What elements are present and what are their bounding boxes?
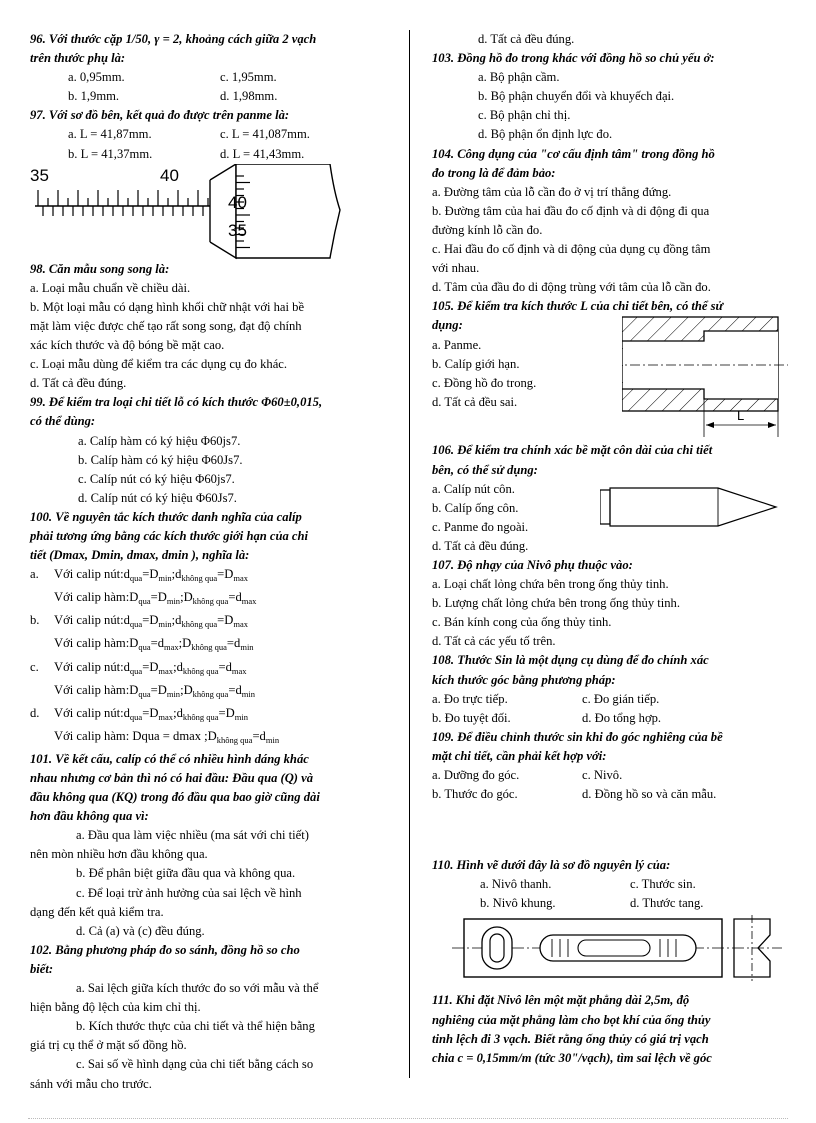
question-title: 102. Bằng phương pháp đo so sánh, đồng hồ so cho <box>30 942 300 957</box>
question-title: tinh lệch đi 3 vạch. Biết rằng ống thủy có giá trị vạch <box>432 1031 709 1046</box>
answer-b[interactable]: b. 1,9mm. <box>68 89 120 104</box>
question-title: nghiêng của mặt phẳng làm cho bọt khí của ống thủy <box>432 1012 711 1027</box>
answer-a[interactable]: a. Dưỡng đo góc. <box>432 768 520 782</box>
question-body <box>432 480 788 556</box>
answer-row <box>432 766 788 785</box>
caliper-plug-label: Với calip nút: <box>54 567 124 582</box>
answer-row <box>30 87 382 106</box>
question-98 <box>30 260 382 394</box>
answer-label: a. <box>30 567 39 582</box>
question-title: hơn đầu không qua vì: <box>30 809 149 824</box>
go-symbol: $d_{qua}$ <box>123 613 143 630</box>
answer-d[interactable]: d. Tất cả các yếu tố trên. <box>432 634 556 649</box>
question-title: 106. Để kiểm tra chính xác bề mặt côn dài của chi tiết <box>432 443 713 458</box>
answer-list <box>432 316 622 411</box>
left-column <box>30 30 382 1094</box>
caliper-snap-label: Với calip hàm: <box>54 636 130 651</box>
answer-c[interactable]: c. Loại mẫu dùng để kiểm tra các dụng cụ đo khác. <box>30 357 288 372</box>
question-100 <box>30 508 382 750</box>
question-title: đo trong là để đảm bảo: <box>432 165 556 180</box>
answer-c[interactable]: c. Thước sin. <box>630 877 696 892</box>
answer-c-cont: dạng đến kết quả kiểm tra. <box>30 904 164 919</box>
answer-b[interactable]: b. Kích thước thực của chi tiết và thể hiện bằng <box>76 1019 315 1034</box>
answer-label: d. <box>30 705 40 720</box>
question-title: đầu không qua (KQ) trong đó đầu qua bao giờ cũng dài <box>30 790 320 805</box>
equals: = <box>142 705 150 720</box>
question-108 <box>432 651 788 727</box>
limit-value: $d_{max}$ <box>157 636 179 653</box>
separator: ; <box>180 682 184 697</box>
answer-row <box>30 68 382 87</box>
separator: ; <box>171 567 176 582</box>
answer-row <box>432 709 788 728</box>
answer-b-cont: giá trị cụ thể ở mặt số đồng hồ. <box>30 1038 187 1053</box>
go-symbol: $d_{qua}$ <box>123 705 143 722</box>
nogo-symbol: $d_{không qua}$ <box>176 705 219 722</box>
answer-cont <box>30 681 382 704</box>
caliper-snap-label: Với calip hàm: <box>54 590 130 605</box>
answer-d[interactable]: d. Tất cả đều đúng. <box>30 376 127 391</box>
answer-c[interactable]: c. Nivô. <box>582 768 623 782</box>
answer-d[interactable]: d. Tất cả đều sai. <box>432 394 518 409</box>
answer-label <box>30 681 54 704</box>
equals: = <box>218 659 226 674</box>
dimension-label: L <box>737 408 745 424</box>
question-title: 101. Về kết cấu, calíp có thể có nhiều hình dáng khác <box>30 751 309 766</box>
answer-cont <box>30 727 382 750</box>
page-bottom-border <box>28 1118 788 1119</box>
separator: ; <box>173 659 177 674</box>
right-column <box>432 30 788 1068</box>
question-title: 110. Hình vẽ dưới đây là sơ đồ nguyên lý của: <box>432 858 671 873</box>
answer-b[interactable]: b. Calíp ống côn. <box>432 500 519 515</box>
go-symbol: $D_{qua}$ <box>129 682 151 699</box>
answer-row <box>432 875 788 894</box>
answer-label <box>30 634 54 657</box>
level-diagram-figure <box>432 915 788 981</box>
question-110 <box>432 856 788 981</box>
go-symbol: $d_{qua}$ <box>123 567 143 584</box>
answer-b[interactable]: b. Bộ phận chuyển đổi và khuyếch đại. <box>478 89 675 104</box>
limit-value: $D_{min}$ <box>157 682 181 699</box>
answer-d[interactable]: d. Tất cả đều đúng. <box>478 32 575 46</box>
answer-b[interactable]: b. Một loại mẫu có dạng hình khối chữ nhật với hai bề <box>30 299 305 314</box>
question-title: có thể dùng: <box>30 414 96 429</box>
answer-d[interactable]: d. Calíp nút có ký hiệu Φ60Js7. <box>78 490 237 505</box>
question-103 <box>432 49 788 144</box>
answer-c[interactable]: c. Calíp nút có ký hiệu Φ60js7. <box>78 471 235 486</box>
separator: ; <box>180 590 184 605</box>
separator: ; <box>173 705 177 720</box>
answer-a[interactable]: a. 0,95mm. <box>68 70 125 85</box>
answer-c[interactable]: c. Panme đo ngoài. <box>432 519 529 534</box>
question-title: kích thước góc bằng phương pháp: <box>432 672 616 687</box>
question-title: tiết (Dmax, Dmin, dmax, dmin ), nghĩa là: <box>30 548 250 563</box>
question-107 <box>432 556 788 651</box>
question-title: biết: <box>30 961 54 976</box>
limit-value: $D_{max}$ <box>149 705 174 722</box>
scale-label-40: 40 <box>160 165 179 185</box>
caliper-snap-label: Với calip hàm: Dqua = dmax ; <box>54 728 208 743</box>
answer-b[interactable]: b. L = 41,37mm. <box>68 146 153 161</box>
answer-d[interactable]: d. Tâm của đầu đo di động trùng với tâm của lỗ cần đo. <box>432 280 711 295</box>
question-title: 103. Đồng hồ đo trong khác với đồng hồ so chủ yếu ở: <box>432 51 715 66</box>
question-title: 104. Công dụng của "cơ cấu định tâm" trong đồng hồ <box>432 146 715 161</box>
limit-value: $d_{max}$ <box>235 590 257 607</box>
separator: ; <box>178 636 183 651</box>
limit-value: $D_{max}$ <box>224 567 248 584</box>
caliper-plug-label: Với calip nút: <box>54 705 124 720</box>
thimble-label-40: 40 <box>228 192 247 212</box>
equals: = <box>217 567 225 582</box>
answer-row <box>30 145 382 164</box>
limit-value: $d_{min}$ <box>234 636 254 653</box>
answer-a[interactable]: a. Nivô thanh. <box>480 877 552 892</box>
equals: = <box>218 705 226 720</box>
question-title: 105. Để kiểm tra kích thước L của chi tiết bên, có thể sử <box>432 299 724 314</box>
answer-b[interactable]: b. Để phân biệt giữa đầu qua và không qua. <box>76 866 296 881</box>
answer-a[interactable]: a. Panme. <box>432 337 482 352</box>
go-symbol: $d_{qua}$ <box>123 659 143 676</box>
answer-label <box>30 727 54 750</box>
answer-a[interactable]: a. Calíp nút côn. <box>432 481 515 496</box>
answer-cont <box>30 588 382 611</box>
nogo-symbol: $D_{không qua}$ <box>183 590 229 607</box>
answer-d[interactable]: d. Thước tang. <box>630 896 704 911</box>
answer-a[interactable]: a. Loại chất lỏng chứa bên trong ống thủy tinh. <box>432 577 669 592</box>
scale-label-35: 35 <box>30 165 49 185</box>
answer-c[interactable]: c. Đồng hồ đo trong. <box>432 375 537 390</box>
limit-value: $D_{max}$ <box>149 659 174 676</box>
limit-value: $D_{min}$ <box>225 705 248 722</box>
nogo-symbol: $D_{không qua}$ <box>182 636 227 653</box>
answer-c-cont: sánh với mẫu cho trước. <box>30 1076 152 1091</box>
micrometer-scale-figure <box>30 164 382 260</box>
go-symbol: $D_{qua}$ <box>129 590 151 607</box>
answer-a[interactable]: a. Calíp hàm có ký hiệu Φ60js7. <box>78 433 241 448</box>
answer-d[interactable]: d. Đồng hồ so và căn mẫu. <box>582 787 717 802</box>
question-111 <box>432 991 788 1067</box>
answer-row <box>432 894 788 913</box>
answer-a[interactable]: a. L = 41,87mm. <box>68 127 152 142</box>
nogo-symbol: $D_{không qua}$ <box>183 682 229 699</box>
equals: = <box>150 590 158 605</box>
go-symbol: $D_{qua}$ <box>129 636 151 653</box>
question-title: 108. Thước Sin là một dụng cụ dùng để đo chính xác <box>432 653 709 668</box>
thimble-label-35: 35 <box>228 220 247 240</box>
caliper-plug-label: Với calip nút: <box>54 659 124 674</box>
answer-row <box>432 785 788 804</box>
caliper-plug-label: Với calip nút: <box>54 613 124 628</box>
limit-value: $D_{min}$ <box>149 613 172 630</box>
taper-part-figure <box>600 482 780 532</box>
question-title: 98. Căn mẫu song song là: <box>30 261 170 276</box>
answer-b-cont: mặt làm việc được chế tạo rất song song, đạt độ chính <box>30 318 302 333</box>
equals: = <box>142 567 150 582</box>
question-101 <box>30 750 382 941</box>
answer-label: b. <box>30 613 40 628</box>
question-104 <box>432 145 788 298</box>
equals: = <box>228 590 236 605</box>
stepped-bore-figure <box>622 315 788 441</box>
answer-b[interactable]: b. Calíp giới hạn. <box>432 356 520 371</box>
equals: = <box>226 636 235 651</box>
caliper-snap-label: Với calip hàm: <box>54 682 130 697</box>
limit-value: $D_{max}$ <box>224 613 248 630</box>
limit-value: $d_{max}$ <box>225 659 247 676</box>
answer-d[interactable]: d. Bộ phận ổn định lực đo. <box>478 127 613 142</box>
question-109 <box>432 728 788 804</box>
answer-b[interactable]: b. Đo tuyệt đối. <box>432 710 511 725</box>
answer-list <box>432 480 600 556</box>
question-title: mặt chi tiết, cần phải kết hợp với: <box>432 748 607 763</box>
answer-b[interactable]: b. Nivô khung. <box>480 896 556 911</box>
answer-c-cont: với nhau. <box>432 261 480 276</box>
question-title: chia c = 0,15mm/m (tức 30"/vạch), tìm sai lệch về góc <box>432 1050 712 1065</box>
limit-value: $d_{min}$ <box>235 682 255 699</box>
answer-a[interactable]: a. Đầu qua làm việc nhiều (ma sát với chi tiết) <box>76 828 309 843</box>
question-title: 107. Độ nhạy của Nivô phụ thuộc vào: <box>432 557 633 572</box>
column-divider <box>409 30 410 1078</box>
answer-b[interactable]: b. Calíp hàm có ký hiệu Φ60Js7. <box>78 452 243 467</box>
equals: = <box>150 636 158 651</box>
question-99 <box>30 393 382 508</box>
answer-d[interactable] <box>30 704 382 727</box>
question-body <box>432 316 788 441</box>
answer-d[interactable]: d. Cả (a) và (c) đều đúng. <box>76 923 205 938</box>
answer-c[interactable]: c. 1,95mm. <box>220 70 277 85</box>
answer-c[interactable]: c. Để loại trừ ảnh hưởng của sai lệch về hình <box>76 885 302 900</box>
limit-value: $D_{min}$ <box>149 567 172 584</box>
answer-b[interactable] <box>30 611 382 634</box>
answer-a[interactable]: a. Đo trực tiếp. <box>432 691 508 706</box>
answer-d[interactable]: d. L = 41,43mm. <box>220 146 305 161</box>
question-102 <box>30 941 382 1094</box>
question-title: 109. Để điều chỉnh thước sin khi đo góc nghiêng của bề <box>432 729 723 744</box>
limit-value: $D_{min}$ <box>157 590 181 607</box>
nogo-symbol: $d_{không qua}$ <box>176 659 219 676</box>
equals: = <box>150 682 158 697</box>
answer-c[interactable] <box>30 658 382 681</box>
answer-list <box>30 565 382 750</box>
answer-c[interactable]: c. L = 41,087mm. <box>220 127 310 142</box>
question-title: dụng: <box>432 318 463 333</box>
question-96 <box>30 30 382 106</box>
question-title: phải tương ứng bằng các kích thước giới hạn của chi <box>30 528 309 543</box>
answer-a[interactable]: a. Loại mẫu chuẩn về chiều dài. <box>30 280 191 295</box>
nogo-symbol: $D_{không qua}$ <box>207 728 253 745</box>
answer-c[interactable]: c. Bán kính cong của ống thủy tinh. <box>432 615 612 630</box>
answer-a[interactable] <box>30 565 382 588</box>
question-title: bên, có thể sử dụng: <box>432 462 538 477</box>
answer-c[interactable]: c. Hai đầu đo cố định và di động của dụng cụ đồng tâm <box>432 242 711 257</box>
answer-a[interactable]: a. Bộ phận cầm. <box>478 70 560 85</box>
equals: = <box>142 659 150 674</box>
equals: = <box>252 728 260 743</box>
answer-d[interactable]: d. Tất cả đều đúng. <box>432 538 529 553</box>
question-title: 111. Khi đặt Nivô lên một mặt phẳng dài 2,5m, độ <box>432 993 690 1008</box>
answer-row <box>30 125 382 144</box>
answer-d[interactable]: d. 1,98mm. <box>220 89 278 104</box>
answer-a[interactable]: a. Sai lệch giữa kích thước đo so với mẫu và thể <box>76 981 319 996</box>
answer-a-cont: hiện bằng độ lệch của kim chỉ thị. <box>30 1000 201 1015</box>
answer-c[interactable]: c. Đo gián tiếp. <box>582 691 660 706</box>
answer-cont <box>30 634 382 657</box>
answer-b[interactable]: b. Đường tâm của hai đầu đo cố định và di động đi qua <box>432 203 710 218</box>
question-title: nhau nhưng cơ bản thì nó có hai đầu: Đầu qua (Q) và <box>30 771 314 785</box>
equals: = <box>142 613 150 628</box>
answer-row <box>432 690 788 709</box>
question-106 <box>432 441 788 556</box>
answer-label <box>30 588 54 611</box>
answer-c[interactable]: c. Sai số về hình dạng của chi tiết bằng cách so <box>76 1057 314 1072</box>
question-title: 97. Với sơ đồ bên, kết quả đo được trên panme là: <box>30 108 290 123</box>
question-title: 99. Để kiểm tra loại chi tiết lỗ có kích thước Φ60±0,015, <box>30 395 323 410</box>
separator: ; <box>171 613 176 628</box>
question-97 <box>30 106 382 259</box>
answer-c[interactable]: c. Bộ phận chỉ thị. <box>478 108 571 123</box>
equals: = <box>217 613 225 628</box>
answer-b[interactable]: b. Thước đo góc. <box>432 787 518 802</box>
nogo-symbol: $d_{không qua}$ <box>175 567 218 584</box>
limit-value: $d_{min}$ <box>259 728 280 745</box>
answer-a[interactable]: a. Đường tâm của lỗ cần đo ở vị trí thẳng đứng. <box>432 184 672 199</box>
answer-b-cont: xác kích thước và độ bóng bề mặt cao. <box>30 338 225 353</box>
question-title: 100. Về nguyên tắc kích thước danh nghĩa của calíp <box>30 509 302 524</box>
question-title: 96. Với thước cặp 1/50, γ = 2, khoảng cách giữa 2 vạch <box>30 32 317 46</box>
nogo-symbol: $d_{không qua}$ <box>175 613 218 630</box>
answer-d[interactable]: d. Đo tổng hợp. <box>582 710 662 725</box>
answer-b-cont: đường kính lỗ cần đo. <box>432 222 543 237</box>
answer-label: c. <box>30 659 39 674</box>
answer-b[interactable]: b. Lượng chất lỏng chứa bên trong ống thủy tinh. <box>432 596 681 611</box>
question-105 <box>432 297 788 441</box>
spacer <box>432 804 788 856</box>
answer-a-cont: nên mòn nhiều hơn đầu không qua. <box>30 847 208 862</box>
equals: = <box>228 682 236 697</box>
question-title: trên thước phụ là: <box>30 51 126 66</box>
